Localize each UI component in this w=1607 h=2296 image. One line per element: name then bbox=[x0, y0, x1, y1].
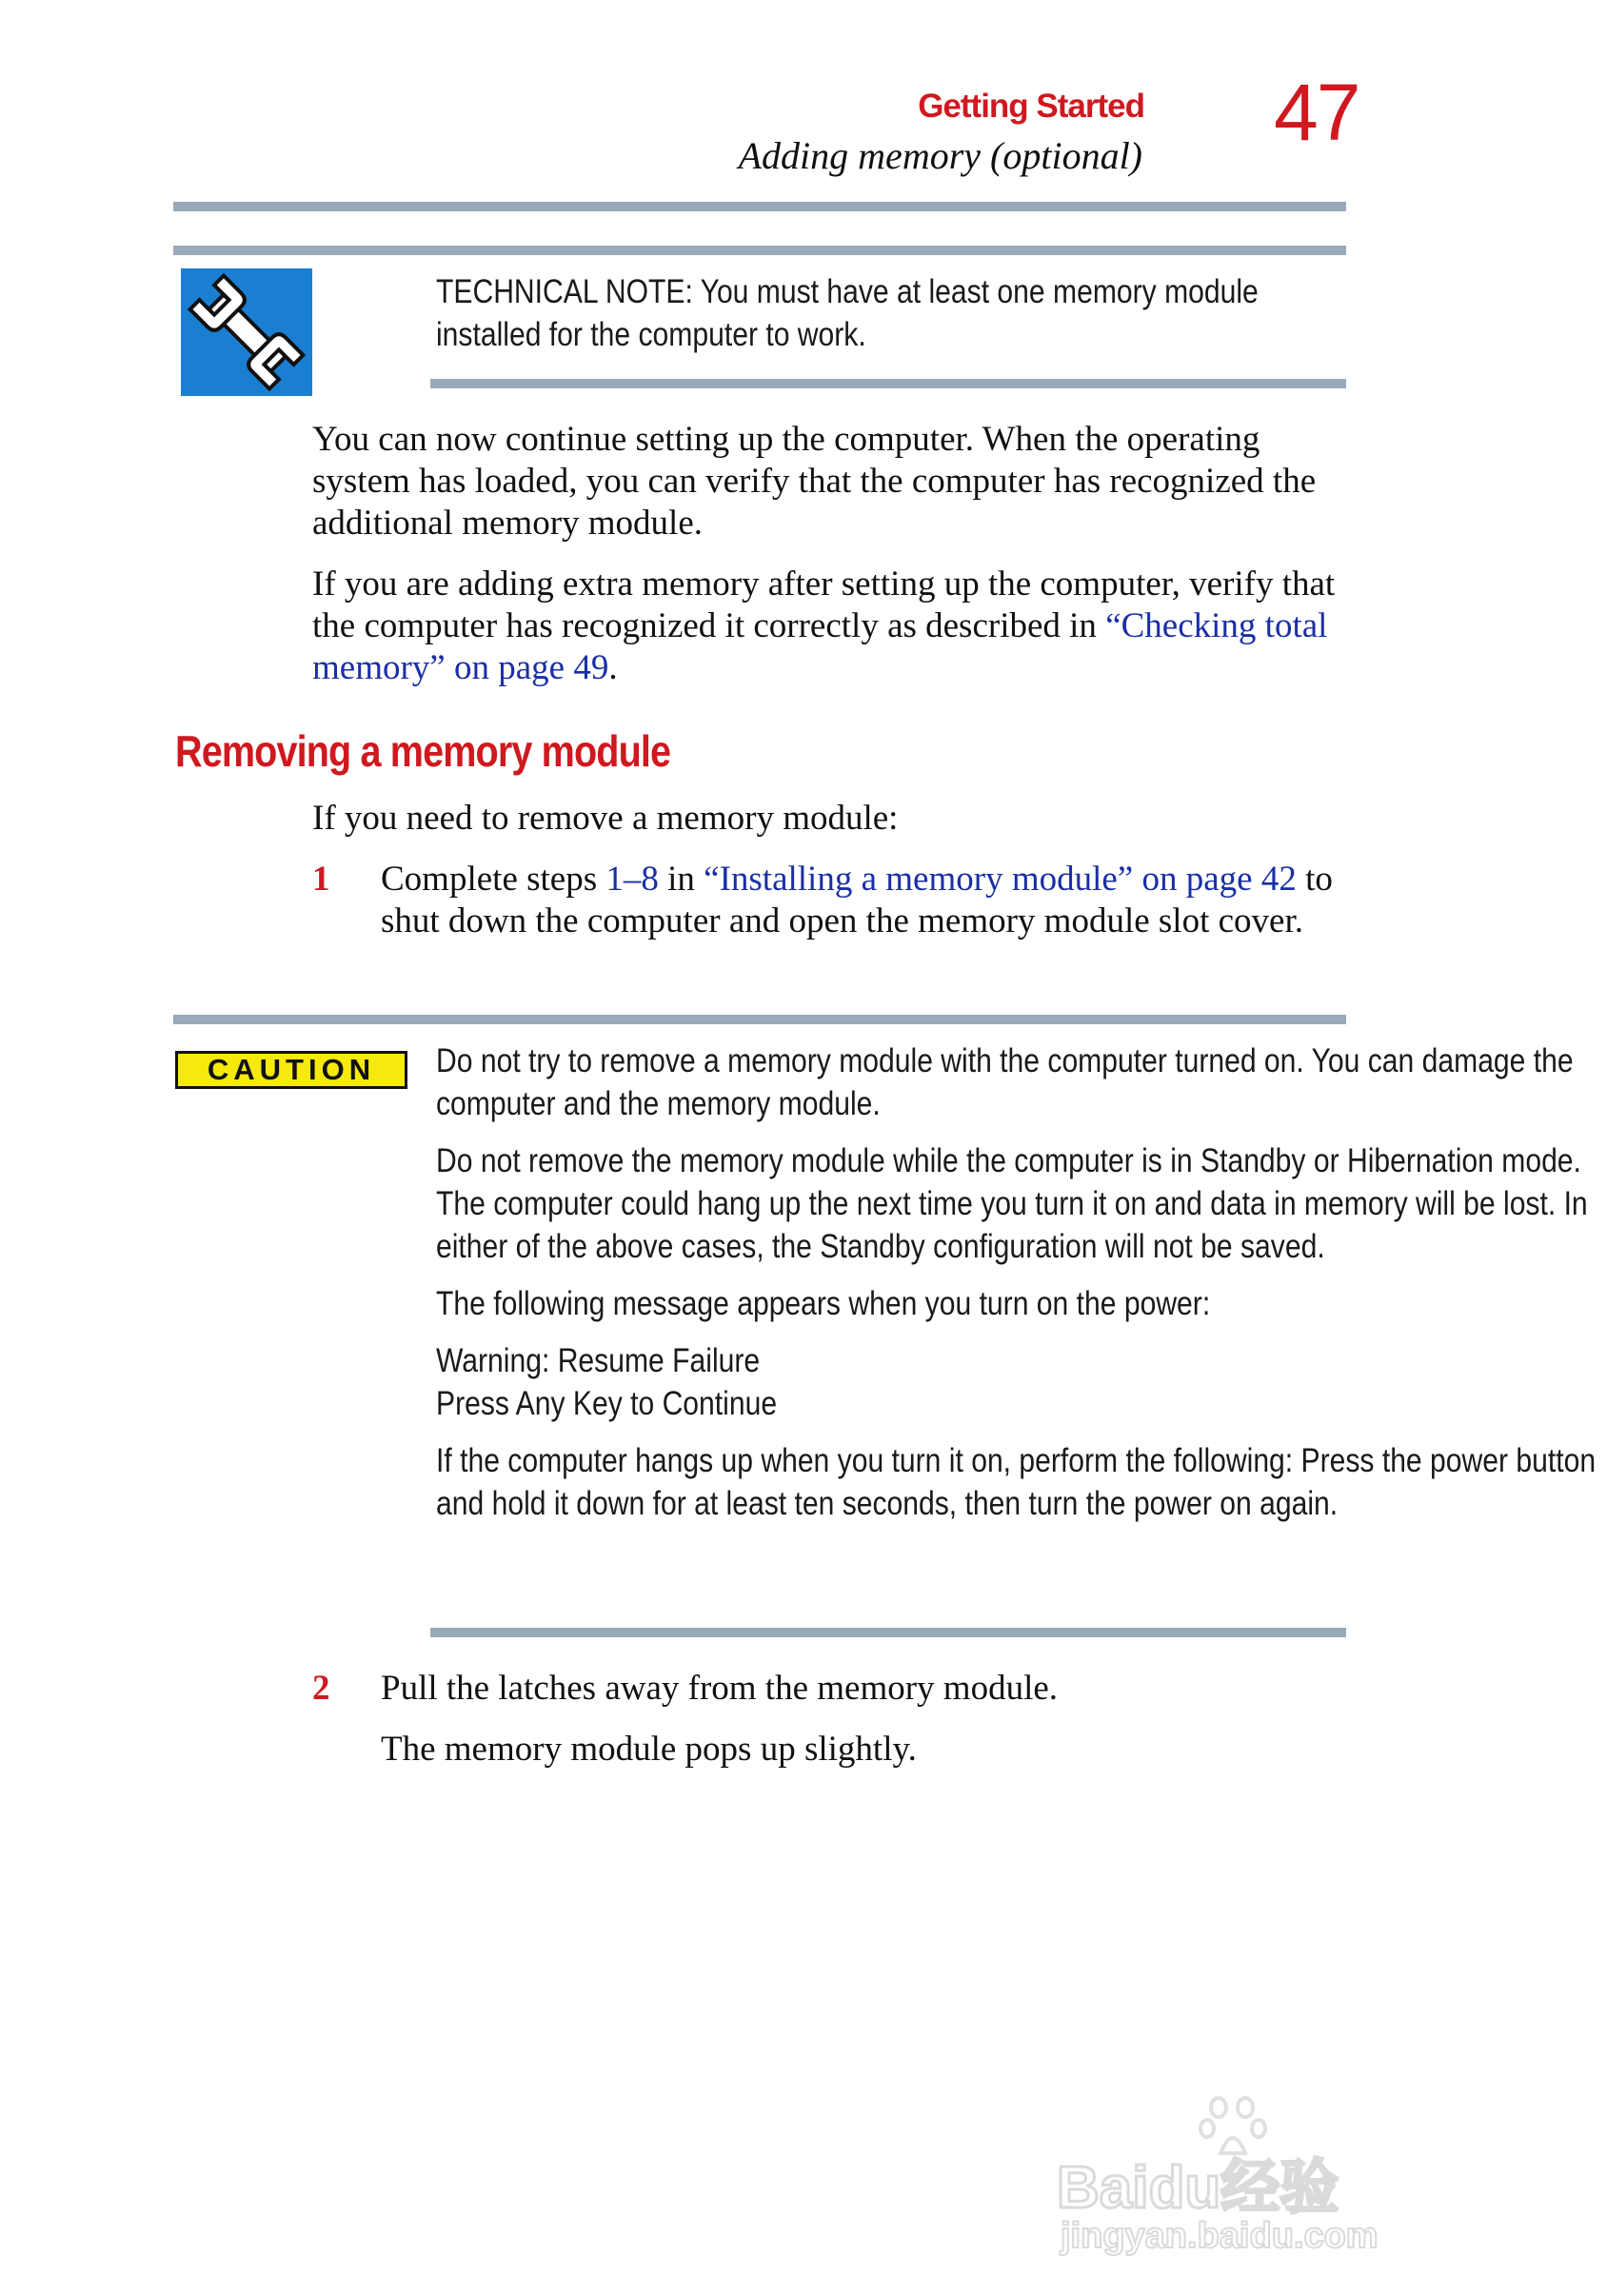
caution-paragraph-3: The following message appears when you turn on the power: bbox=[436, 1285, 1211, 1322]
step-1-text bbox=[381, 859, 1342, 942]
caution-paragraph-1: Do not try to remove a memory module with the computer turned on. You can damage the computer and the memory module. bbox=[436, 1042, 1574, 1122]
caution-rule-bottom bbox=[430, 1628, 1346, 1637]
caution-paragraph-2: Do not remove the memory module while the computer is in Standby or Hibernation mode. The computer could hang up the next time you turn it on and data in memory will be lost. In either of the above cases, the Standby configuration will not be saved. bbox=[436, 1142, 1588, 1265]
section-heading: Removing a memory module bbox=[175, 726, 671, 776]
step-1-number: 1 bbox=[312, 860, 330, 899]
intro-paragraph-2-suffix: . bbox=[608, 648, 618, 687]
intro-paragraph-1: You can now continue setting up the computer. When the operating system has loaded, you can verify that the computer has recognized the additional memory module. bbox=[312, 420, 1317, 543]
step-2 bbox=[381, 1668, 1342, 1790]
caution-text bbox=[436, 1039, 1607, 1539]
watermark-brand: Baidu经验 bbox=[1057, 2155, 1339, 2221]
section-lead-text: If you need to remove a memory module: bbox=[312, 799, 899, 838]
warning-line-2: Press Any Key to Continue bbox=[436, 1385, 778, 1422]
intro-paragraph-2-text: If you are adding extra memory after setting up the computer, verify that the computer has recognized it correctly as described in bbox=[312, 564, 1336, 645]
intro-paragraph-2 bbox=[312, 564, 1350, 689]
header-section-title: Getting Started bbox=[918, 88, 1144, 125]
step-1-suffix: to shut down the computer and open the memory module slot cover. bbox=[381, 860, 1333, 940]
page-number: 47 bbox=[1274, 68, 1359, 157]
step-2-number: 2 bbox=[312, 1669, 330, 1708]
link-installing-memory-module[interactable]: “Installing a memory module” on page 42 bbox=[704, 860, 1297, 899]
link-checking-total-memory[interactable]: “Checking total memory” on page 49 bbox=[312, 606, 1328, 687]
link-steps-1-8[interactable]: 1–8 bbox=[605, 860, 659, 899]
wrench-icon bbox=[181, 268, 312, 396]
step-2-text: Pull the latches away from the memory module. bbox=[381, 1669, 1059, 1708]
caution-warning-message bbox=[436, 1339, 1607, 1425]
caution-rule-top bbox=[173, 1015, 1346, 1024]
watermark-url: jingyan.baidu.com bbox=[1061, 2216, 1379, 2256]
header-subsection-title: Adding memory (optional) bbox=[738, 134, 1142, 177]
technical-note bbox=[436, 270, 1607, 356]
warning-line-1: Warning: Resume Failure bbox=[436, 1342, 761, 1379]
step-2-result: The memory module pops up slightly. bbox=[381, 1730, 917, 1769]
header-rule-top bbox=[173, 202, 1346, 211]
technical-note-line1: TECHNICAL NOTE: You must have at least one memory module bbox=[436, 273, 1259, 310]
header-rule-bottom bbox=[173, 246, 1346, 255]
step-1-middle: in bbox=[658, 860, 704, 899]
step-1-prefix: Complete steps bbox=[381, 860, 606, 899]
technical-note-line2: installed for the computer to work. bbox=[436, 316, 866, 353]
step-1 bbox=[381, 859, 1342, 961]
baidu-watermark bbox=[1057, 2094, 1399, 2266]
caution-badge: CAUTION bbox=[175, 1051, 407, 1089]
caution-paragraph-4: If the computer hangs up when you turn it on, perform the following: Press the power button and hold it down for at least ten seconds, then turn the power on again. bbox=[436, 1442, 1597, 1522]
technical-note-rule bbox=[430, 379, 1346, 388]
section-lead bbox=[312, 798, 1350, 859]
intro-text bbox=[312, 419, 1350, 708]
